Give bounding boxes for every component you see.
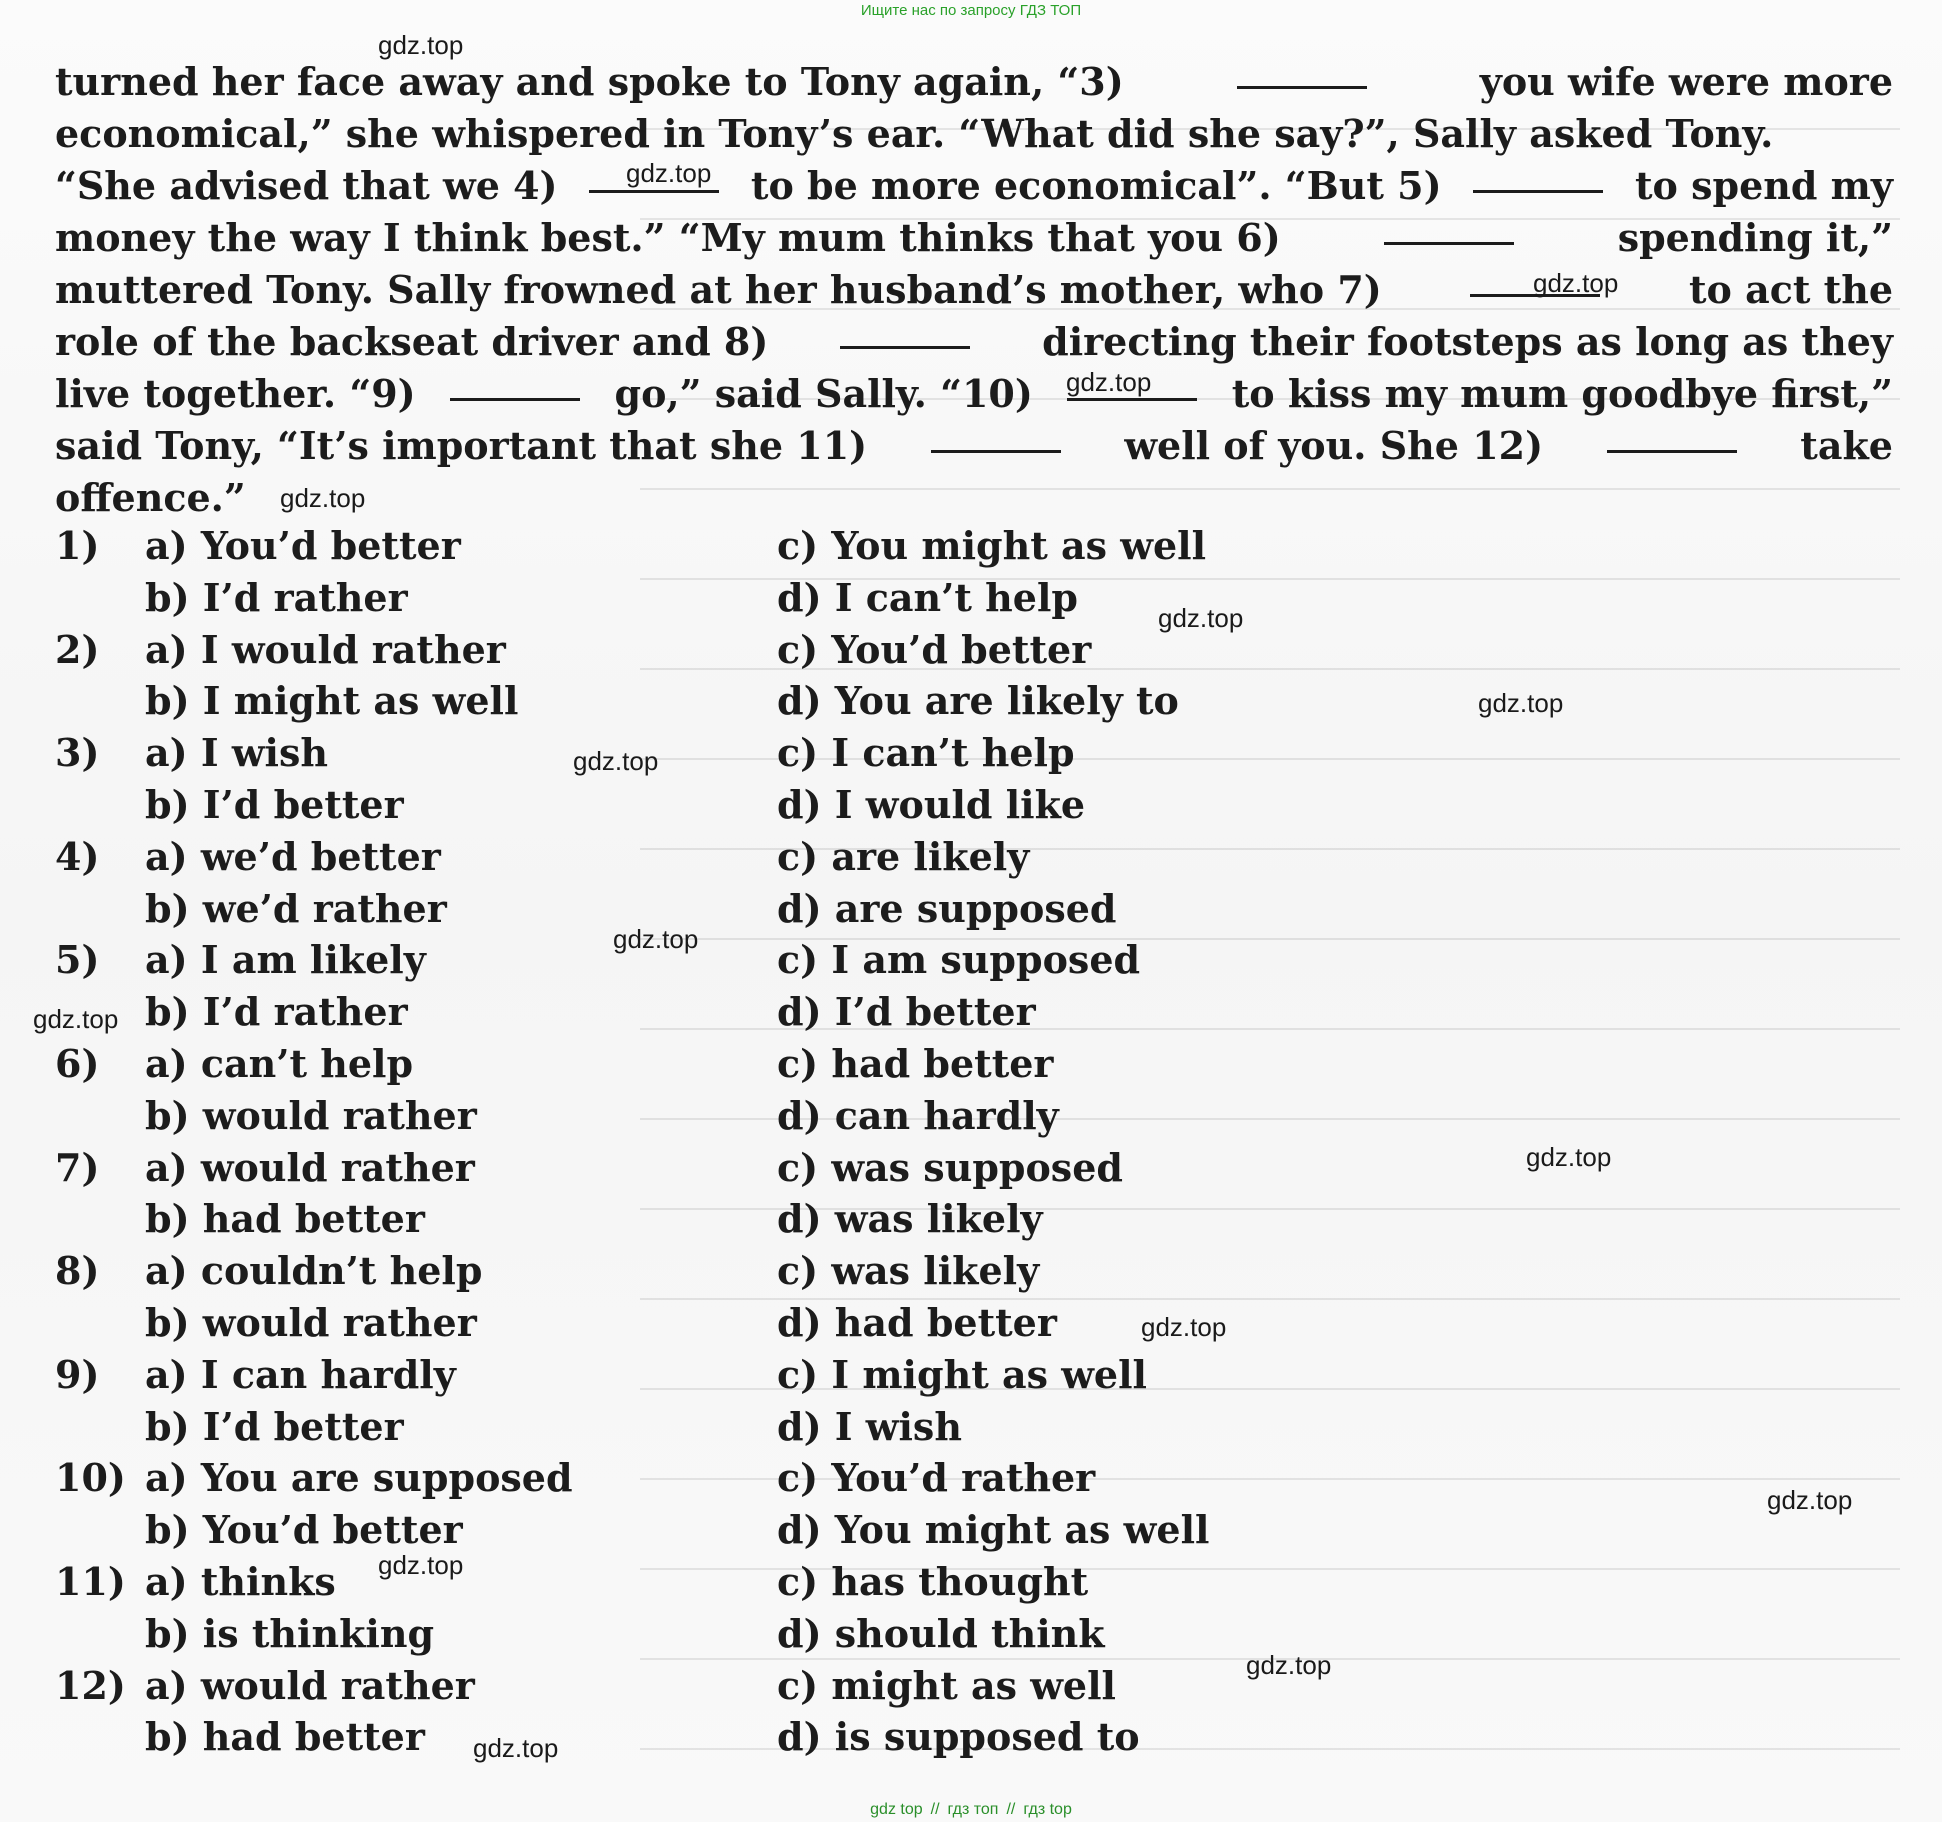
option-row [55, 1038, 1893, 1090]
option-d[interactable]: d) can hardly [777, 1092, 1059, 1138]
option-row [55, 1556, 1893, 1608]
option-row [55, 1297, 1893, 1349]
passage-text: turned her face away and spoke to Tony again, “3) [55, 59, 1124, 104]
passage-text: economical,” she whispered in Tony’s ear. “What did she say?”, Sally asked Tony. [55, 111, 1774, 156]
option-row [55, 831, 1893, 883]
watermark: gdz.top [473, 1733, 559, 1763]
answer-blank[interactable] [1607, 420, 1737, 453]
search-banner[interactable]: Ищите нас по запросу ГДЗ ТОП [860, 2, 1082, 19]
option-c[interactable]: c) might as well [777, 1662, 1116, 1708]
option-d[interactable]: d) I would like [777, 781, 1086, 827]
footer-separator: // [1006, 1801, 1016, 1818]
answer-blank[interactable] [1473, 160, 1603, 193]
option-row [55, 779, 1893, 831]
passage-text: directing their footsteps as long as they [1042, 319, 1893, 364]
option-row [55, 1193, 1893, 1245]
option-d[interactable]: d) You might as well [777, 1507, 1210, 1553]
watermark: gdz.top [1141, 1312, 1227, 1342]
passage-text: to be more economical”. “But 5) [750, 163, 1442, 208]
watermark: gdz.top [573, 746, 659, 776]
option-c[interactable]: c) You’d better [777, 626, 1092, 672]
option-a[interactable]: a) I would rather [145, 626, 506, 672]
watermark: gdz.top [280, 483, 366, 513]
passage-text: to spend my [1634, 163, 1893, 208]
passage-line [55, 316, 1893, 368]
passage-text: “She advised that we 4) [55, 163, 558, 208]
option-row [55, 520, 1893, 572]
watermark: gdz.top [626, 158, 712, 188]
option-c[interactable]: c) was supposed [777, 1144, 1123, 1190]
passage-text: to act the [1688, 267, 1893, 312]
option-d[interactable]: d) is supposed to [777, 1714, 1140, 1760]
option-b[interactable]: b) I’d better [145, 781, 404, 827]
footer-link[interactable]: gdz top [870, 1801, 923, 1818]
option-row [55, 1452, 1893, 1504]
option-a[interactable]: a) couldn’t help [145, 1248, 483, 1294]
option-d[interactable]: d) was likely [777, 1196, 1043, 1242]
question-number: 4) [55, 833, 100, 879]
answer-blank[interactable] [931, 420, 1061, 453]
passage-text: you wife were more [1479, 59, 1893, 104]
passage-line [55, 108, 1893, 160]
option-d[interactable]: d) I wish [777, 1403, 962, 1449]
watermark: gdz.top [1246, 1650, 1332, 1680]
option-c[interactable]: c) You’d rather [777, 1455, 1096, 1501]
option-b[interactable]: b) had better [145, 1714, 425, 1760]
option-row [55, 1401, 1893, 1453]
passage-line [55, 56, 1893, 108]
passage-text: to kiss my mum goodbye first,” [1231, 371, 1893, 416]
passage-line [55, 212, 1893, 264]
option-c[interactable]: c) I can’t help [777, 730, 1075, 776]
watermark: gdz.top [613, 924, 699, 954]
passage-text: well of you. She 12) [1124, 423, 1544, 468]
answer-options [55, 520, 1893, 1763]
answer-blank[interactable] [1237, 56, 1367, 89]
option-row [55, 1142, 1893, 1194]
option-d[interactable]: d) should think [777, 1610, 1105, 1656]
option-b[interactable]: b) had better [145, 1196, 425, 1242]
option-row [55, 1349, 1893, 1401]
answer-blank[interactable] [840, 316, 970, 349]
watermark: gdz.top [1066, 367, 1152, 397]
option-b[interactable]: b) would rather [145, 1092, 477, 1138]
footer-links [0, 1798, 1942, 1822]
question-number: 12) [55, 1662, 126, 1708]
passage-text: role of the backseat driver and 8) [55, 319, 769, 364]
option-row [55, 727, 1893, 779]
option-row [55, 1504, 1893, 1556]
option-d[interactable]: d) I’d better [777, 989, 1036, 1035]
option-a[interactable]: a) I can hardly [145, 1351, 456, 1397]
answer-blank[interactable] [450, 368, 580, 401]
question-number: 7) [55, 1144, 100, 1190]
passage-line [55, 420, 1893, 472]
watermark: gdz.top [1533, 268, 1619, 298]
watermark: gdz.top [33, 1004, 119, 1034]
option-a[interactable]: a) would rather [145, 1144, 475, 1190]
option-a[interactable]: a) I am likely [145, 937, 426, 983]
watermark: gdz.top [1478, 688, 1564, 718]
option-c[interactable]: c) has thought [777, 1558, 1089, 1604]
option-a[interactable]: a) can’t help [145, 1040, 414, 1086]
option-b[interactable]: b) You’d better [145, 1507, 463, 1553]
question-number: 2) [55, 626, 100, 672]
option-row [55, 1711, 1893, 1763]
option-a[interactable]: a) thinks [145, 1558, 336, 1604]
option-a[interactable]: a) You’d better [145, 523, 461, 568]
footer-link[interactable]: гдз top [1023, 1801, 1072, 1818]
option-b[interactable]: b) I’d rather [145, 989, 408, 1035]
option-row [55, 675, 1893, 727]
option-b[interactable]: b) I’d rather [145, 574, 408, 620]
option-c[interactable]: c) had better [777, 1040, 1054, 1086]
option-row [55, 934, 1893, 986]
option-d[interactable]: d) You are likely to [777, 678, 1179, 724]
option-d[interactable]: d) I can’t help [777, 574, 1078, 620]
option-c[interactable]: c) are likely [777, 833, 1030, 879]
option-d[interactable]: d) had better [777, 1299, 1057, 1345]
passage-text: live together. “9) [55, 371, 416, 416]
question-number: 5) [55, 937, 100, 983]
watermark: gdz.top [1158, 603, 1244, 633]
question-number: 9) [55, 1351, 100, 1397]
option-a[interactable]: a) we’d better [145, 833, 441, 879]
option-row [55, 1245, 1893, 1297]
question-number: 6) [55, 1040, 100, 1086]
option-a[interactable]: a) would rather [145, 1662, 475, 1708]
option-b[interactable]: b) we’d rather [145, 885, 447, 931]
passage-text: offence.” [55, 475, 246, 520]
option-a[interactable]: a) You are supposed [145, 1455, 573, 1501]
footer-link[interactable]: гдз топ [947, 1801, 999, 1818]
option-row [55, 1608, 1893, 1660]
question-number: 3) [55, 730, 100, 776]
watermark: gdz.top [1526, 1142, 1612, 1172]
option-a[interactable]: a) I wish [145, 730, 329, 776]
question-number: 1) [55, 523, 100, 568]
passage-line [55, 368, 1893, 420]
question-number: 11) [55, 1558, 126, 1604]
option-c[interactable]: c) I might as well [777, 1351, 1147, 1397]
option-row [55, 572, 1893, 624]
option-c[interactable]: c) was likely [777, 1248, 1040, 1294]
passage-line [55, 160, 1893, 212]
passage-text: take [1800, 423, 1893, 468]
question-number: 10) [55, 1455, 126, 1501]
passage-text: money the way I think best.” “My mum thinks that you 6) [55, 215, 1281, 260]
option-d[interactable]: d) are supposed [777, 885, 1117, 931]
watermark: gdz.top [1767, 1485, 1853, 1515]
passage-text: muttered Tony. Sally frowned at her husband’s mother, who 7) [55, 267, 1382, 312]
option-b[interactable]: b) would rather [145, 1299, 477, 1345]
watermark: gdz.top [378, 1550, 464, 1580]
watermark: gdz.top [378, 30, 464, 60]
option-row [55, 1660, 1893, 1712]
option-row [55, 624, 1893, 676]
footer-separator: // [930, 1801, 940, 1818]
option-row [55, 1090, 1893, 1142]
option-c[interactable]: c) You might as well [777, 523, 1207, 568]
option-b[interactable]: b) I might as well [145, 678, 519, 724]
answer-blank[interactable] [1384, 212, 1514, 245]
option-b[interactable]: b) is thinking [145, 1610, 435, 1656]
question-number: 8) [55, 1248, 100, 1294]
passage-text: said Tony, “It’s important that she 11) [55, 423, 868, 468]
option-row [55, 883, 1893, 935]
passage-text: go,” said Sally. “10) [614, 371, 1033, 416]
option-c[interactable]: c) I am supposed [777, 937, 1141, 983]
passage-text: spending it,” [1617, 215, 1893, 260]
option-b[interactable]: b) I’d better [145, 1403, 404, 1449]
option-row [55, 986, 1893, 1038]
